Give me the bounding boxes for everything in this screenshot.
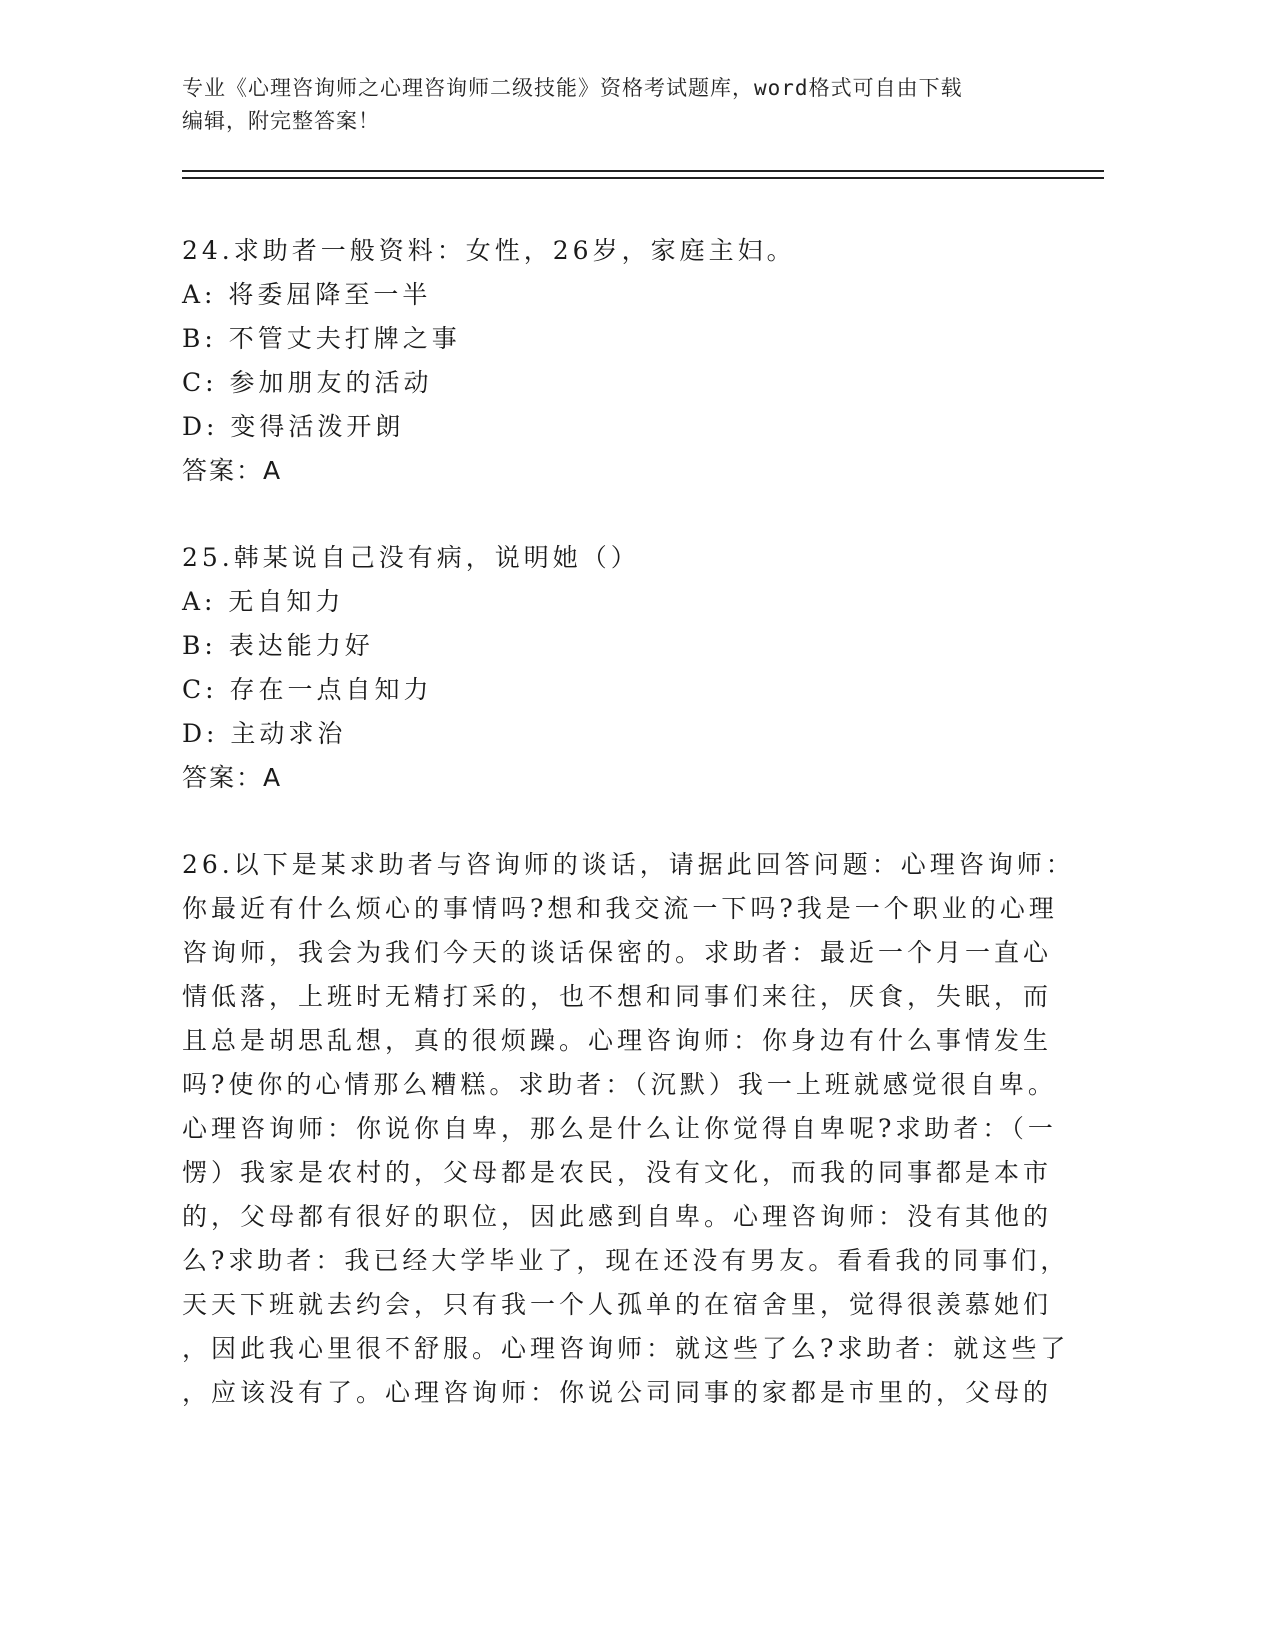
- question-25: [182, 536, 1062, 800]
- question-stem: 24.求助者一般资料：女性，26岁，家庭主妇。: [182, 236, 796, 265]
- question-26-line: 心理咨询师：你说你自卑，那么是什么让你觉得自卑呢?求助者：（一: [182, 1114, 1057, 1143]
- question-26-line: 的，父母都有很好的职位，因此感到自卑。心理咨询师：没有其他的: [182, 1202, 1053, 1231]
- option-b: B: 表达能力好: [182, 631, 374, 660]
- question-spacer: [182, 493, 1062, 536]
- option-d: D: 主动求治: [182, 719, 347, 748]
- question-stem: 25.韩某说自己没有病，说明她（）: [182, 543, 640, 572]
- option-b: B: 不管丈夫打牌之事: [182, 324, 461, 353]
- question-26-line: 天天下班就去约会，只有我一个人孤单的在宿舍里，觉得很羡慕她们: [182, 1290, 1053, 1319]
- question-26-line: 吗?使你的心情那么糟糕。求助者：（沉默）我一上班就感觉很自卑。: [182, 1070, 1057, 1099]
- header-divider-bottom: [182, 177, 1104, 179]
- answer: 答案：A: [182, 456, 283, 485]
- option-a: A: 将委屈降至一半: [182, 280, 432, 309]
- option-a: A: 无自知力: [182, 587, 345, 616]
- option-c: C: 参加朋友的活动: [182, 368, 433, 397]
- question-26-line: ，应该没有了。心理咨询师：你说公司同事的家都是市里的，父母的: [182, 1378, 1053, 1407]
- question-24: [182, 229, 1062, 493]
- question-26-line: 么?求助者：我已经大学毕业了，现在还没有男友。看看我的同事们，: [182, 1246, 1070, 1275]
- question-26-line: 且总是胡思乱想，真的很烦躁。心理咨询师：你身边有什么事情发生: [182, 1026, 1053, 1055]
- question-26: [182, 843, 1075, 1415]
- document-header: [182, 72, 1052, 138]
- option-d: D: 变得活泼开朗: [182, 412, 405, 441]
- question-26-line: ，因此我心里很不舒服。心理咨询师：就这些了么?求助者：就这些了: [182, 1334, 1070, 1363]
- header-line-2: 编辑，附完整答案！: [182, 109, 380, 133]
- question-26-line: 26.以下是某求助者与咨询师的谈话，请据此回答问题：心理咨询师：: [182, 850, 1075, 879]
- header-divider-top: [182, 170, 1104, 172]
- answer: 答案：A: [182, 763, 283, 792]
- question-spacer: [182, 800, 1062, 843]
- question-26-line: 你最近有什么烦心的事情吗?想和我交流一下吗?我是一个职业的心理: [182, 894, 1058, 923]
- header-line-1: 专业《心理咨询师之心理咨询师二级技能》资格考试题库，word格式可自由下载: [182, 76, 963, 100]
- question-list: [182, 229, 1075, 1415]
- question-26-line: 情低落，上班时无精打采的，也不想和同事们来往，厌食，失眠，而: [182, 982, 1053, 1011]
- question-26-line: 愣）我家是农村的，父母都是农民，没有文化，而我的同事都是本市: [182, 1158, 1053, 1187]
- question-26-line: 咨询师，我会为我们今天的谈话保密的。求助者：最近一个月一直心: [182, 938, 1053, 967]
- option-c: C: 存在一点自知力: [182, 675, 433, 704]
